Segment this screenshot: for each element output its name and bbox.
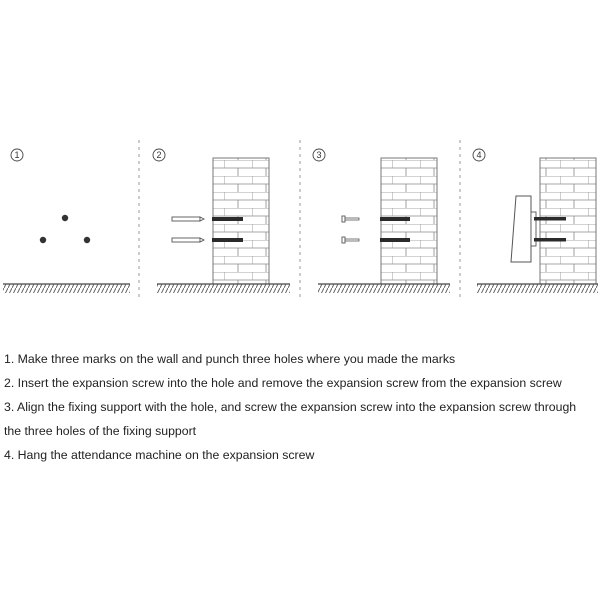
step-3-number: 3 <box>316 150 322 161</box>
ground-hatch <box>318 284 450 293</box>
instruction-step-3-continued: the three holes of the fixing support <box>4 424 197 438</box>
screw-head <box>342 237 345 243</box>
screw <box>534 238 566 242</box>
screw-shaft <box>345 218 359 220</box>
instruction-step-2: 2. Insert the expansion screw into the hole and remove the expansion screw from the expansion screw <box>4 376 562 390</box>
wall-mark-dot <box>84 237 90 243</box>
instruction-step-3: 3. Align the fixing support with the hole, and screw the expansion screw into the expansion screw through <box>4 400 577 414</box>
wall-hole <box>212 217 243 221</box>
step-2-panel <box>153 149 290 293</box>
step-3-panel <box>313 149 450 293</box>
wall-hole <box>212 238 243 242</box>
instructions-list <box>4 347 596 467</box>
expansion-anchor <box>172 217 200 221</box>
wall-mark-dot <box>62 215 68 221</box>
expansion-anchor-tip <box>200 238 204 242</box>
step-1-panel <box>3 149 130 293</box>
step-4-panel <box>473 149 598 293</box>
ground-hatch <box>157 284 290 293</box>
installed-anchor <box>380 217 410 221</box>
installed-anchor <box>380 238 410 242</box>
screw-shaft <box>345 239 359 241</box>
step-2-number: 2 <box>156 150 162 161</box>
brick-wall <box>540 158 596 284</box>
step-4-number: 4 <box>476 150 482 161</box>
screw-head <box>342 216 345 222</box>
instruction-step-1: 1. Make three marks on the wall and punch three holes where you made the marks <box>4 352 456 366</box>
attendance-machine <box>511 196 531 262</box>
expansion-anchor <box>172 238 200 242</box>
wall-mark-dot <box>40 237 46 243</box>
instruction-step-4: 4. Hang the attendance machine on the expansion screw <box>4 448 315 462</box>
step-1-number: 1 <box>14 150 20 161</box>
ground-hatch <box>3 284 130 293</box>
expansion-anchor-tip <box>200 217 204 221</box>
screw <box>534 217 566 221</box>
ground-hatch <box>477 284 598 293</box>
